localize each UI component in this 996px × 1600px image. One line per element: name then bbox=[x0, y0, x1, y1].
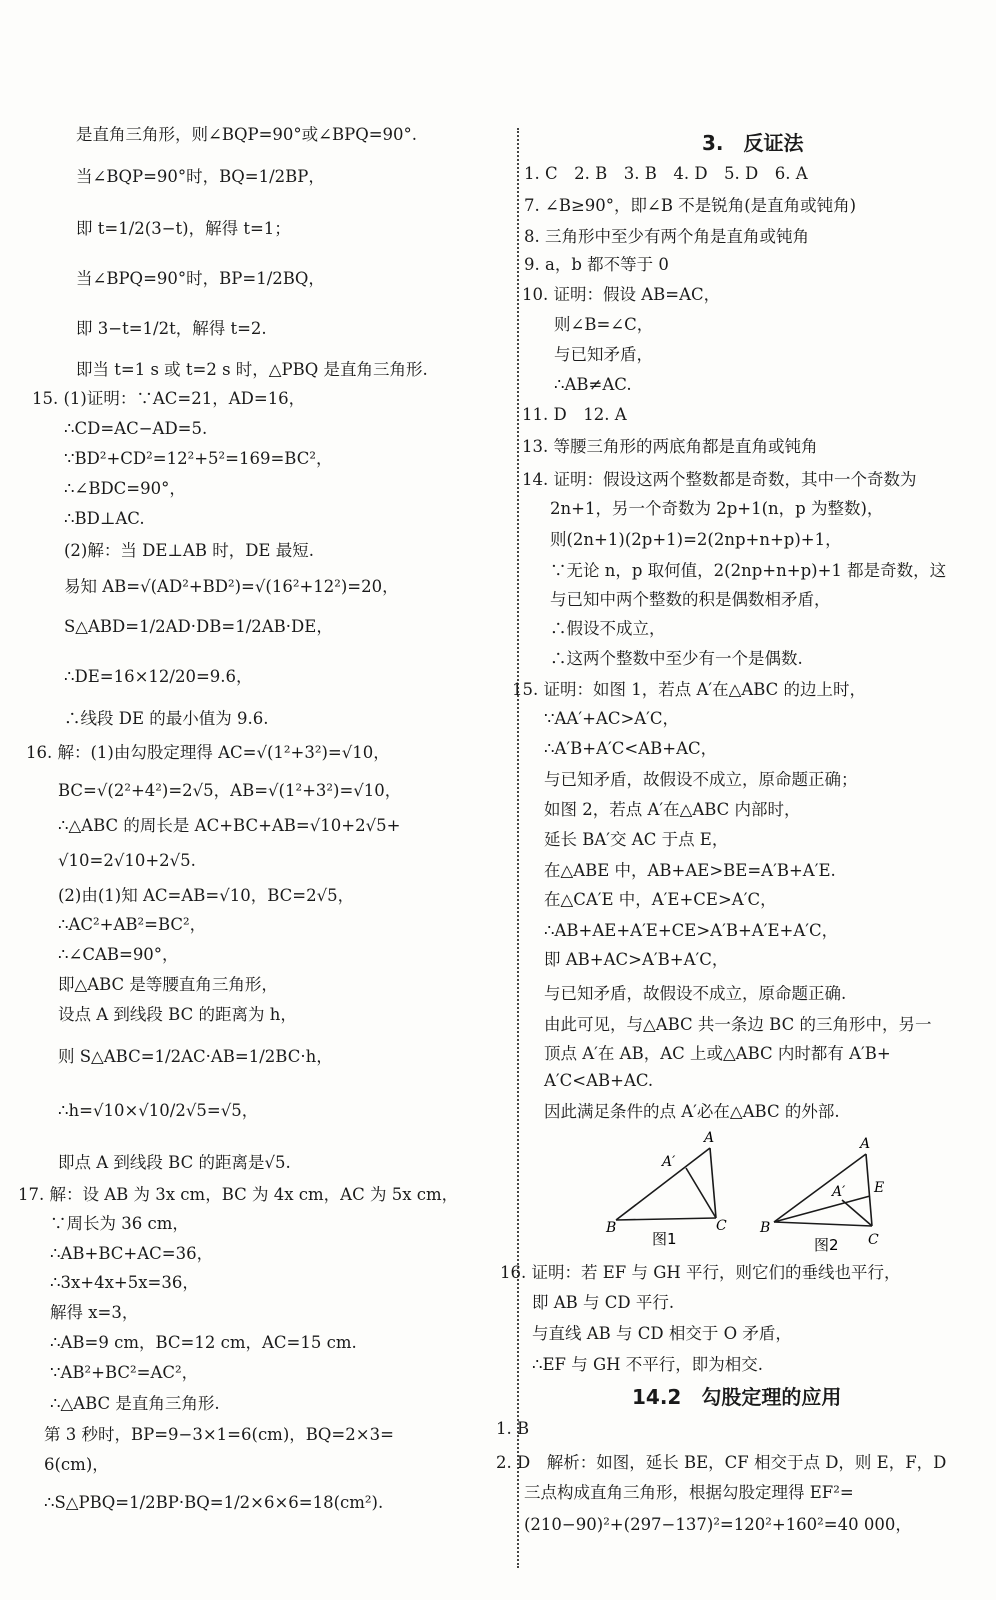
left-text-line: ∴∠CAB=90°， bbox=[58, 945, 179, 964]
right-text-line: ∴EF 与 GH 不平行，即为相交. bbox=[532, 1355, 764, 1374]
left-text-line: 则 S△ABC=1/2AC·AB=1/2BC·h， bbox=[58, 1047, 333, 1066]
fig2-line-BE bbox=[774, 1196, 870, 1222]
left-text-line: BC=√(2²+4²)=2√5，AB=√(1²+3²)=√10， bbox=[58, 781, 402, 800]
left-text-line: 当∠BQP=90°时，BQ=1/2BP， bbox=[76, 167, 325, 186]
left-text-line: 解得 x=3， bbox=[50, 1303, 139, 1322]
figure-2 bbox=[774, 1154, 872, 1226]
fig2-label-B: B bbox=[760, 1220, 771, 1236]
right-text-line: 13. 等腰三角形的两底角都是直角或钝角 bbox=[522, 437, 818, 456]
right-text-line: 16. 证明：若 EF 与 GH 平行，则它们的垂线也平行， bbox=[500, 1263, 901, 1282]
right-text-line: 2n+1，另一个奇数为 2p+1(n，p 为整数)， bbox=[550, 499, 884, 518]
fig1-label-B: B bbox=[606, 1220, 617, 1236]
right-text-line: 11. D 12. A bbox=[522, 405, 627, 424]
fig1-line-AC bbox=[710, 1148, 716, 1218]
left-text-line: 16. 解：(1)由勾股定理得 AC=√(1²+3²)=√10， bbox=[26, 743, 390, 762]
fig1-label-A: A bbox=[704, 1130, 715, 1146]
right-text-line: 1. B bbox=[496, 1419, 530, 1438]
right-text-line: 3. 反证法 bbox=[702, 131, 804, 155]
fig1-line-A1C bbox=[686, 1168, 716, 1218]
fig2-label-E: E bbox=[874, 1180, 885, 1196]
fig1-label-C: C bbox=[716, 1218, 727, 1234]
left-text-line: (2)解：当 DE⊥AB 时，DE 最短. bbox=[64, 541, 314, 560]
left-text-line: ∵BD²+CD²=12²+5²=169=BC²， bbox=[64, 449, 333, 468]
left-text-line: 即点 A 到线段 BC 的距离是√5. bbox=[58, 1153, 291, 1172]
right-text-line: 即 AB 与 CD 平行. bbox=[532, 1293, 675, 1312]
right-text-line: 9. a，b 都不等于 0 bbox=[524, 255, 669, 274]
right-text-line: 在△ABE 中，AB+AE>BE=A′B+A′E. bbox=[544, 861, 836, 880]
left-text-line: 即△ABC 是等腰直角三角形， bbox=[58, 975, 278, 994]
fig2-line-AC bbox=[866, 1154, 872, 1226]
right-text-line: 2. D 解析：如图，延长 BE，CF 相交于点 D，则 E，F，D bbox=[496, 1453, 947, 1472]
right-text-line: ∵AA′+AC>A′C， bbox=[544, 709, 680, 728]
left-text-line: ∴S△PBQ=1/2BP·BQ=1/2×6×6=18(cm²). bbox=[44, 1493, 384, 1512]
right-text-line: 与已知矛盾，故假设不成立，原命题正确. bbox=[544, 984, 847, 1003]
right-text-line: 与已知矛盾， bbox=[554, 345, 653, 364]
right-text-line: 顶点 A′在 AB，AC 上或△ABC 内时都有 A′B+ bbox=[544, 1044, 891, 1063]
left-text-line: ∴BD⊥AC. bbox=[64, 509, 145, 528]
right-text-line: 即 AB+AC>A′B+A′C， bbox=[544, 950, 729, 969]
right-text-line: 8. 三角形中至少有两个角是直角或钝角 bbox=[524, 227, 809, 246]
left-text-line: 15. (1)证明：∵AC=21，AD=16， bbox=[32, 389, 306, 408]
right-text-line: 与已知中两个整数的积是偶数相矛盾， bbox=[550, 590, 831, 609]
left-text-line: ∴AB+BC+AC=36， bbox=[50, 1244, 214, 1263]
fig2-line-A1C bbox=[842, 1200, 872, 1226]
right-text-line: 三点构成直角三角形，根据勾股定理得 EF²= bbox=[524, 1483, 854, 1502]
left-text-line: ∴△ABC 是直角三角形. bbox=[50, 1394, 220, 1413]
right-text-line: ∵无论 n，p 取何值，2(2np+n+p)+1 都是奇数，这 bbox=[550, 561, 947, 580]
left-text-line: 是直角三角形，则∠BQP=90°或∠BPQ=90°. bbox=[76, 125, 418, 144]
left-text-line: ∵AB²+BC²=AC²， bbox=[50, 1363, 199, 1382]
right-text-line: 因此满足条件的点 A′必在△ABC 的外部. bbox=[544, 1102, 840, 1121]
fig1-line-BC bbox=[616, 1218, 716, 1220]
right-text-line: A′C<AB+AC. bbox=[544, 1071, 654, 1090]
left-text-line: 6(cm)， bbox=[44, 1455, 109, 1474]
right-text-line: (210−90)²+(297−137)²=120²+160²=40 000， bbox=[524, 1515, 912, 1534]
fig1-label-A1: A′ bbox=[662, 1154, 676, 1170]
left-text-line: ∴DE=16×12/20=9.6， bbox=[64, 667, 253, 686]
left-text-line: 当∠BPQ=90°时，BP=1/2BQ， bbox=[76, 269, 325, 288]
left-text-line: (2)由(1)知 AC=AB=√10，BC=2√5， bbox=[58, 886, 355, 905]
right-text-line: 与已知矛盾，故假设不成立，原命题正确； bbox=[544, 770, 858, 789]
left-text-line: 17. 解：设 AB 为 3x cm，BC 为 4x cm，AC 为 5x cm， bbox=[18, 1185, 459, 1204]
left-text-line: ∴∠BDC=90°， bbox=[64, 479, 186, 498]
fig2-label-A1: A′ bbox=[832, 1184, 846, 1200]
fig2-label-C: C bbox=[868, 1232, 879, 1248]
left-text-line: S△ABD=1/2AD·DB=1/2AB·DE， bbox=[64, 617, 333, 636]
left-text-line: ∴线段 DE 的最小值为 9.6. bbox=[64, 709, 269, 728]
right-text-line: 由此可见，与△ABC 共一条边 BC 的三角形中，另一 bbox=[544, 1015, 932, 1034]
right-text-line: 则(2n+1)(2p+1)=2(2np+n+p)+1， bbox=[550, 530, 842, 549]
right-text-line: ∴AB≠AC. bbox=[554, 375, 632, 394]
right-text-line: 则∠B=∠C， bbox=[554, 315, 654, 334]
right-text-line: 15. 证明：如图 1，若点 A′在△ABC 的边上时， bbox=[512, 680, 867, 699]
right-text-line: ∴假设不成立， bbox=[550, 619, 666, 638]
left-text-line: ∴AB=9 cm，BC=12 cm，AC=15 cm. bbox=[50, 1333, 357, 1352]
left-text-line: √10=2√10+2√5. bbox=[58, 851, 196, 870]
right-text-line: 14.2 勾股定理的应用 bbox=[632, 1385, 842, 1409]
right-text-line: 与直线 AB 与 CD 相交于 O 矛盾， bbox=[532, 1324, 792, 1343]
right-text-line: 7. ∠B≥90°，即∠B 不是锐角(是直角或钝角) bbox=[524, 196, 857, 215]
right-text-line: 如图 2，若点 A′在△ABC 内部时， bbox=[544, 800, 801, 819]
left-text-line: ∵周长为 36 cm， bbox=[50, 1214, 189, 1233]
left-text-line: 即当 t=1 s 或 t=2 s 时，△PBQ 是直角三角形. bbox=[76, 360, 428, 379]
fig1-caption: 图1 bbox=[652, 1230, 677, 1248]
right-text-line: ∴这两个整数中至少有一个是偶数. bbox=[550, 649, 803, 668]
left-text-line: ∴△ABC 的周长是 AC+BC+AB=√10+2√5+ bbox=[58, 816, 401, 835]
left-text-line: 易知 AB=√(AD²+BD²)=√(16²+12²)=20， bbox=[64, 577, 399, 596]
right-text-line: ∴AB+AE+A′E+CE>A′B+A′E+A′C， bbox=[544, 921, 839, 940]
right-text-line: 延长 BA′交 AC 于点 E， bbox=[544, 830, 729, 849]
right-text-line: 在△CA′E 中，A′E+CE>A′C， bbox=[544, 890, 777, 909]
fig2-line-BC bbox=[774, 1222, 872, 1226]
left-text-line: ∴AC²+AB²=BC²， bbox=[58, 915, 207, 934]
left-text-line: ∴h=√10×√10/2√5=√5， bbox=[58, 1101, 259, 1120]
left-text-line: ∴3x+4x+5x=36， bbox=[50, 1273, 199, 1292]
fig2-line-AB bbox=[774, 1154, 866, 1222]
left-text-line: 即 3−t=1/2t，解得 t=2. bbox=[76, 319, 267, 338]
left-text-line: 即 t=1/2(3−t)，解得 t=1； bbox=[76, 219, 291, 238]
left-text-line: ∴CD=AC−AD=5. bbox=[64, 419, 208, 438]
fig2-label-A: A bbox=[860, 1136, 871, 1152]
right-text-line: 14. 证明：假设这两个整数都是奇数，其中一个奇数为 bbox=[522, 470, 917, 489]
right-text-line: 10. 证明：假设 AB=AC， bbox=[522, 285, 721, 304]
right-text-line: ∴A′B+A′C<AB+AC， bbox=[544, 739, 718, 758]
left-text-line: 设点 A 到线段 BC 的距离为 h， bbox=[58, 1005, 297, 1024]
right-text-line: 1. C 2. B 3. B 4. D 5. D 6. A bbox=[524, 164, 808, 183]
fig2-caption: 图2 bbox=[814, 1236, 839, 1254]
left-text-line: 第 3 秒时，BP=9−3×1=6(cm)，BQ=2×3= bbox=[44, 1425, 394, 1444]
